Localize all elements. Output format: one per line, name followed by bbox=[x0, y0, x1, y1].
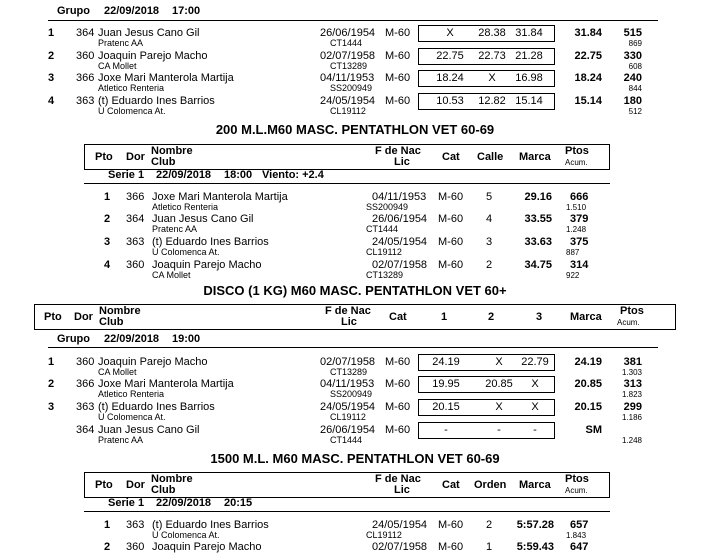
birth-date: 04/11/1953 bbox=[320, 72, 375, 84]
license-number: CL19112 bbox=[366, 530, 402, 540]
lane-number: 5 bbox=[486, 191, 493, 203]
serie-time: 20:15 bbox=[224, 497, 253, 509]
row-position: 3 bbox=[48, 401, 55, 413]
accumulated-points: 1.823 bbox=[621, 390, 642, 399]
accumulated-points: 1.303 bbox=[621, 368, 642, 377]
row-position: 3 bbox=[48, 72, 55, 84]
serie-label: Serie 1 bbox=[108, 169, 145, 181]
athlete-club: U Colomenca At. bbox=[98, 412, 166, 422]
attempt-1: 10.53 bbox=[436, 95, 464, 107]
attempt-3: 22.79 bbox=[521, 356, 549, 368]
birth-date: 02/07/1958 bbox=[372, 259, 428, 271]
points: 180 bbox=[623, 95, 642, 107]
license-number: CT13289 bbox=[366, 270, 404, 280]
athlete-club: CA Mollet bbox=[98, 367, 137, 377]
col-ptos: Ptos bbox=[620, 305, 644, 317]
row-position: 1 bbox=[104, 191, 111, 203]
athlete-club: U Colomenca At. bbox=[152, 530, 220, 540]
points: 657 bbox=[570, 519, 589, 531]
athlete-name: Joaquin Parejo Macho bbox=[98, 356, 208, 368]
birth-date: 04/11/1953 bbox=[320, 378, 375, 390]
category: M-60 bbox=[385, 378, 411, 390]
col-fnac: F de Nac bbox=[375, 473, 421, 485]
accumulated-points: 1.510 bbox=[566, 203, 587, 212]
row-bib: 366 bbox=[76, 72, 95, 84]
birth-date: 02/07/1958 bbox=[320, 50, 376, 62]
divider bbox=[84, 183, 610, 184]
group-time: 17:00 bbox=[172, 5, 201, 17]
divider bbox=[48, 347, 658, 348]
row-position: 4 bbox=[48, 95, 55, 107]
athlete-name: (t) Eduardo Ines Barrios bbox=[152, 236, 269, 248]
result-mark: 5:59.43 bbox=[516, 541, 554, 553]
result-mark: 34.75 bbox=[524, 259, 552, 271]
license-number: SS200949 bbox=[330, 83, 373, 93]
license-number: SS200949 bbox=[330, 389, 373, 399]
wind-reading: Viento: +2.4 bbox=[262, 169, 324, 181]
run-order: 1 bbox=[486, 541, 493, 553]
athlete-club: Pratenc AA bbox=[98, 38, 144, 48]
lane-number: 3 bbox=[486, 236, 493, 248]
athlete-club: CA Mollet bbox=[152, 270, 191, 280]
serie-label: Serie 1 bbox=[108, 497, 145, 509]
table-header-disco bbox=[34, 304, 676, 330]
points: 314 bbox=[570, 259, 589, 271]
points: 313 bbox=[623, 378, 642, 390]
event-title-disco: DISCO (1 KG) M60 MASC. PENTATHLON VET 60+ bbox=[203, 283, 507, 298]
result-mark: 22.75 bbox=[574, 50, 602, 62]
row-position: 2 bbox=[104, 541, 111, 553]
group-label: Grupo bbox=[57, 333, 90, 345]
attempt-2: X bbox=[495, 356, 503, 368]
row-bib: 364 bbox=[76, 424, 95, 436]
license-number: CL19112 bbox=[330, 412, 366, 422]
divider bbox=[84, 511, 610, 512]
attempt-3: 15.14 bbox=[515, 95, 543, 107]
athlete-name: (t) Eduardo Ines Barrios bbox=[98, 95, 215, 107]
row-position: 1 bbox=[104, 519, 111, 531]
license-number: CT1444 bbox=[330, 38, 363, 48]
points: 240 bbox=[623, 72, 642, 84]
points: 647 bbox=[570, 541, 589, 553]
accumulated-points: 608 bbox=[628, 62, 642, 71]
birth-date: 24/05/1954 bbox=[372, 519, 428, 531]
attempt-3: X bbox=[531, 401, 539, 413]
birth-date: 26/06/1954 bbox=[372, 213, 428, 225]
col-lic: Lic bbox=[394, 484, 410, 496]
athlete-club: Atletico Renteria bbox=[98, 83, 165, 93]
lane-number: 2 bbox=[486, 259, 493, 271]
athlete-name: (t) Eduardo Ines Barrios bbox=[98, 401, 215, 413]
athlete-name: Joxe Mari Manterola Martija bbox=[152, 191, 288, 203]
attempt-2: 20.85 bbox=[485, 378, 513, 390]
row-bib: 360 bbox=[76, 356, 95, 368]
result-mark: 5:57.28 bbox=[516, 519, 554, 531]
result-mark: 33.55 bbox=[524, 213, 552, 225]
category: M-60 bbox=[438, 191, 464, 203]
col-club: Club bbox=[151, 484, 176, 496]
license-number: CT13289 bbox=[330, 61, 368, 71]
col-fnac: F de Nac bbox=[325, 305, 371, 317]
athlete-club: U Colomenca At. bbox=[98, 106, 166, 116]
row-bib: 363 bbox=[126, 519, 145, 531]
license-number: SS200949 bbox=[366, 202, 409, 212]
result-mark: 18.24 bbox=[574, 72, 602, 84]
attempt-3: - bbox=[533, 424, 537, 436]
athlete-club: Atletico Renteria bbox=[98, 389, 165, 399]
col-pto: Pto bbox=[44, 311, 62, 323]
athlete-name: (t) Eduardo Ines Barrios bbox=[152, 519, 269, 531]
athlete-club: U Colomenca At. bbox=[152, 247, 220, 257]
license-number: CT13289 bbox=[330, 367, 368, 377]
category: M-60 bbox=[385, 356, 411, 368]
points: 515 bbox=[623, 27, 642, 39]
athlete-club: CA Mollet bbox=[98, 61, 137, 71]
category: M-60 bbox=[385, 95, 411, 107]
col-pto: Pto bbox=[95, 151, 113, 163]
result-mark: 31.84 bbox=[574, 27, 602, 39]
attempt-3: 16.98 bbox=[515, 72, 543, 84]
table-header-1500m bbox=[84, 472, 610, 498]
attempt-1: X bbox=[446, 27, 454, 39]
row-bib: 366 bbox=[76, 378, 95, 390]
col-cat: Cat bbox=[389, 311, 407, 323]
accumulated-points: 1.248 bbox=[566, 225, 587, 234]
category: M-60 bbox=[385, 50, 411, 62]
event-title-1500m: 1500 M.L. M60 MASC. PENTATHLON VET 60-69 bbox=[210, 451, 500, 466]
row-position: 2 bbox=[104, 213, 111, 225]
col-attempt-3: 3 bbox=[536, 311, 543, 323]
category: M-60 bbox=[438, 213, 464, 225]
birth-date: 04/11/1953 bbox=[372, 191, 427, 203]
athlete-name: Joaquin Parejo Macho bbox=[152, 259, 262, 271]
col-cat: Cat bbox=[442, 151, 460, 163]
attempt-3: 31.84 bbox=[515, 27, 543, 39]
col-lic: Lic bbox=[341, 316, 357, 328]
points: 666 bbox=[570, 191, 589, 203]
row-bib: 360 bbox=[76, 50, 95, 62]
col-marca: Marca bbox=[519, 479, 551, 491]
athlete-name: Joxe Mari Manterola Martija bbox=[98, 378, 234, 390]
row-position: 1 bbox=[48, 27, 55, 39]
points: 375 bbox=[570, 236, 589, 248]
attempt-3: X bbox=[531, 378, 539, 390]
attempt-2: - bbox=[497, 424, 501, 436]
row-bib: 364 bbox=[126, 213, 145, 225]
accumulated-points: 922 bbox=[566, 271, 580, 280]
row-bib: 360 bbox=[126, 259, 145, 271]
athlete-name: Juan Jesus Cano Gil bbox=[152, 213, 254, 225]
athlete-name: Joaquin Parejo Macho bbox=[152, 541, 262, 553]
attempt-2: 22.73 bbox=[478, 50, 506, 62]
athlete-club: Atletico Renteria bbox=[152, 202, 219, 212]
col-marca: Marca bbox=[519, 151, 551, 163]
points: 381 bbox=[623, 356, 642, 368]
attempt-1: - bbox=[444, 424, 448, 436]
birth-date: 24/05/1954 bbox=[320, 95, 376, 107]
col-calle: Calle bbox=[477, 151, 504, 163]
accumulated-points: 887 bbox=[566, 248, 580, 257]
category: M-60 bbox=[438, 259, 464, 271]
col-ptos: Ptos bbox=[565, 473, 589, 485]
result-mark: SM bbox=[585, 424, 602, 436]
result-mark: 20.15 bbox=[574, 401, 602, 413]
col-club: Club bbox=[151, 156, 176, 168]
attempt-1: 22.75 bbox=[436, 50, 464, 62]
category: M-60 bbox=[438, 519, 464, 531]
row-position: 4 bbox=[104, 259, 111, 271]
attempt-1: 20.15 bbox=[432, 401, 460, 413]
athlete-name: Joxe Mari Manterola Martija bbox=[98, 72, 234, 84]
license-number: CT1444 bbox=[366, 224, 399, 234]
col-marca: Marca bbox=[570, 311, 602, 323]
license-number: CL19112 bbox=[330, 106, 366, 116]
col-nombre: Nombre bbox=[151, 145, 193, 157]
row-bib: 364 bbox=[76, 27, 95, 39]
result-mark: 29.16 bbox=[524, 191, 552, 203]
athlete-club: Pratenc AA bbox=[152, 224, 198, 234]
category: M-60 bbox=[385, 72, 411, 84]
divider bbox=[48, 20, 658, 21]
col-nombre: Nombre bbox=[99, 305, 141, 317]
category: M-60 bbox=[438, 541, 464, 553]
table-header-200m bbox=[84, 144, 610, 170]
birth-date: 02/07/1958 bbox=[320, 356, 376, 368]
athlete-name: Juan Jesus Cano Gil bbox=[98, 424, 200, 436]
group-time: 19:00 bbox=[172, 333, 201, 345]
attempt-1: 19.95 bbox=[432, 378, 460, 390]
license-number: CT1444 bbox=[330, 435, 363, 445]
col-attempt-1: 1 bbox=[441, 311, 448, 323]
serie-date: 22/09/2018 bbox=[156, 169, 212, 181]
row-bib: 366 bbox=[126, 191, 145, 203]
col-acum: Acum. bbox=[565, 486, 588, 495]
attempt-1: 24.19 bbox=[432, 356, 460, 368]
row-bib: 360 bbox=[126, 541, 145, 553]
col-ptos: Ptos bbox=[565, 145, 589, 157]
serie-date: 22/09/2018 bbox=[156, 497, 212, 509]
points: 299 bbox=[623, 401, 642, 413]
accumulated-points: 512 bbox=[628, 107, 642, 116]
group-date: 22/09/2018 bbox=[104, 333, 160, 345]
points: 379 bbox=[570, 213, 589, 225]
attempt-2: X bbox=[488, 72, 496, 84]
col-dor: Dor bbox=[126, 151, 145, 163]
attempt-3: 21.28 bbox=[515, 50, 543, 62]
col-nombre: Nombre bbox=[151, 473, 193, 485]
col-orden: Orden bbox=[474, 479, 507, 491]
attempt-1: 18.24 bbox=[436, 72, 464, 84]
athlete-name: Juan Jesus Cano Gil bbox=[98, 27, 200, 39]
attempt-2: 12.82 bbox=[478, 95, 506, 107]
col-lic: Lic bbox=[394, 156, 410, 168]
athlete-name: Joaquin Parejo Macho bbox=[98, 50, 208, 62]
birth-date: 26/06/1954 bbox=[320, 424, 376, 436]
row-position: 2 bbox=[48, 378, 55, 390]
accumulated-points: 1.843 bbox=[566, 531, 587, 540]
serie-time: 18:00 bbox=[224, 169, 253, 181]
birth-date: 24/05/1954 bbox=[320, 401, 376, 413]
category: M-60 bbox=[385, 401, 411, 413]
accumulated-points: 869 bbox=[628, 39, 642, 48]
col-acum: Acum. bbox=[565, 158, 588, 167]
attempt-2: 28.38 bbox=[478, 27, 506, 39]
category: M-60 bbox=[438, 236, 464, 248]
col-club: Club bbox=[99, 316, 124, 328]
row-bib: 363 bbox=[76, 95, 95, 107]
license-number: CL19112 bbox=[366, 247, 402, 257]
result-mark: 15.14 bbox=[574, 95, 602, 107]
birth-date: 24/05/1954 bbox=[372, 236, 428, 248]
result-mark: 24.19 bbox=[574, 356, 602, 368]
accumulated-points: 844 bbox=[628, 84, 642, 93]
row-position: 1 bbox=[48, 356, 55, 368]
col-dor: Dor bbox=[126, 479, 145, 491]
birth-date: 26/06/1954 bbox=[320, 27, 376, 39]
row-bib: 363 bbox=[76, 401, 95, 413]
col-acum: Acum. bbox=[617, 318, 640, 327]
col-fnac: F de Nac bbox=[375, 145, 421, 157]
lane-number: 4 bbox=[486, 213, 493, 225]
row-position: 2 bbox=[48, 50, 55, 62]
col-dor: Dor bbox=[74, 311, 93, 323]
athlete-club: Pratenc AA bbox=[98, 435, 144, 445]
points: 330 bbox=[623, 50, 642, 62]
accumulated-points: 1.186 bbox=[621, 413, 642, 422]
accumulated-points: 1.248 bbox=[621, 436, 642, 445]
col-pto: Pto bbox=[95, 479, 113, 491]
group-date: 22/09/2018 bbox=[104, 5, 160, 17]
row-position: 3 bbox=[104, 236, 111, 248]
category: M-60 bbox=[385, 27, 411, 39]
group-label: Grupo bbox=[57, 5, 90, 17]
row-bib: 363 bbox=[126, 236, 145, 248]
col-cat: Cat bbox=[442, 479, 460, 491]
run-order: 2 bbox=[486, 519, 493, 531]
attempt-2: X bbox=[495, 401, 503, 413]
col-attempt-2: 2 bbox=[488, 311, 495, 323]
category: M-60 bbox=[385, 424, 411, 436]
result-mark: 33.63 bbox=[524, 236, 552, 248]
event-title-200m: 200 M.L.M60 MASC. PENTATHLON VET 60-69 bbox=[215, 122, 495, 137]
result-mark: 20.85 bbox=[574, 378, 602, 390]
birth-date: 02/07/1958 bbox=[372, 541, 428, 553]
